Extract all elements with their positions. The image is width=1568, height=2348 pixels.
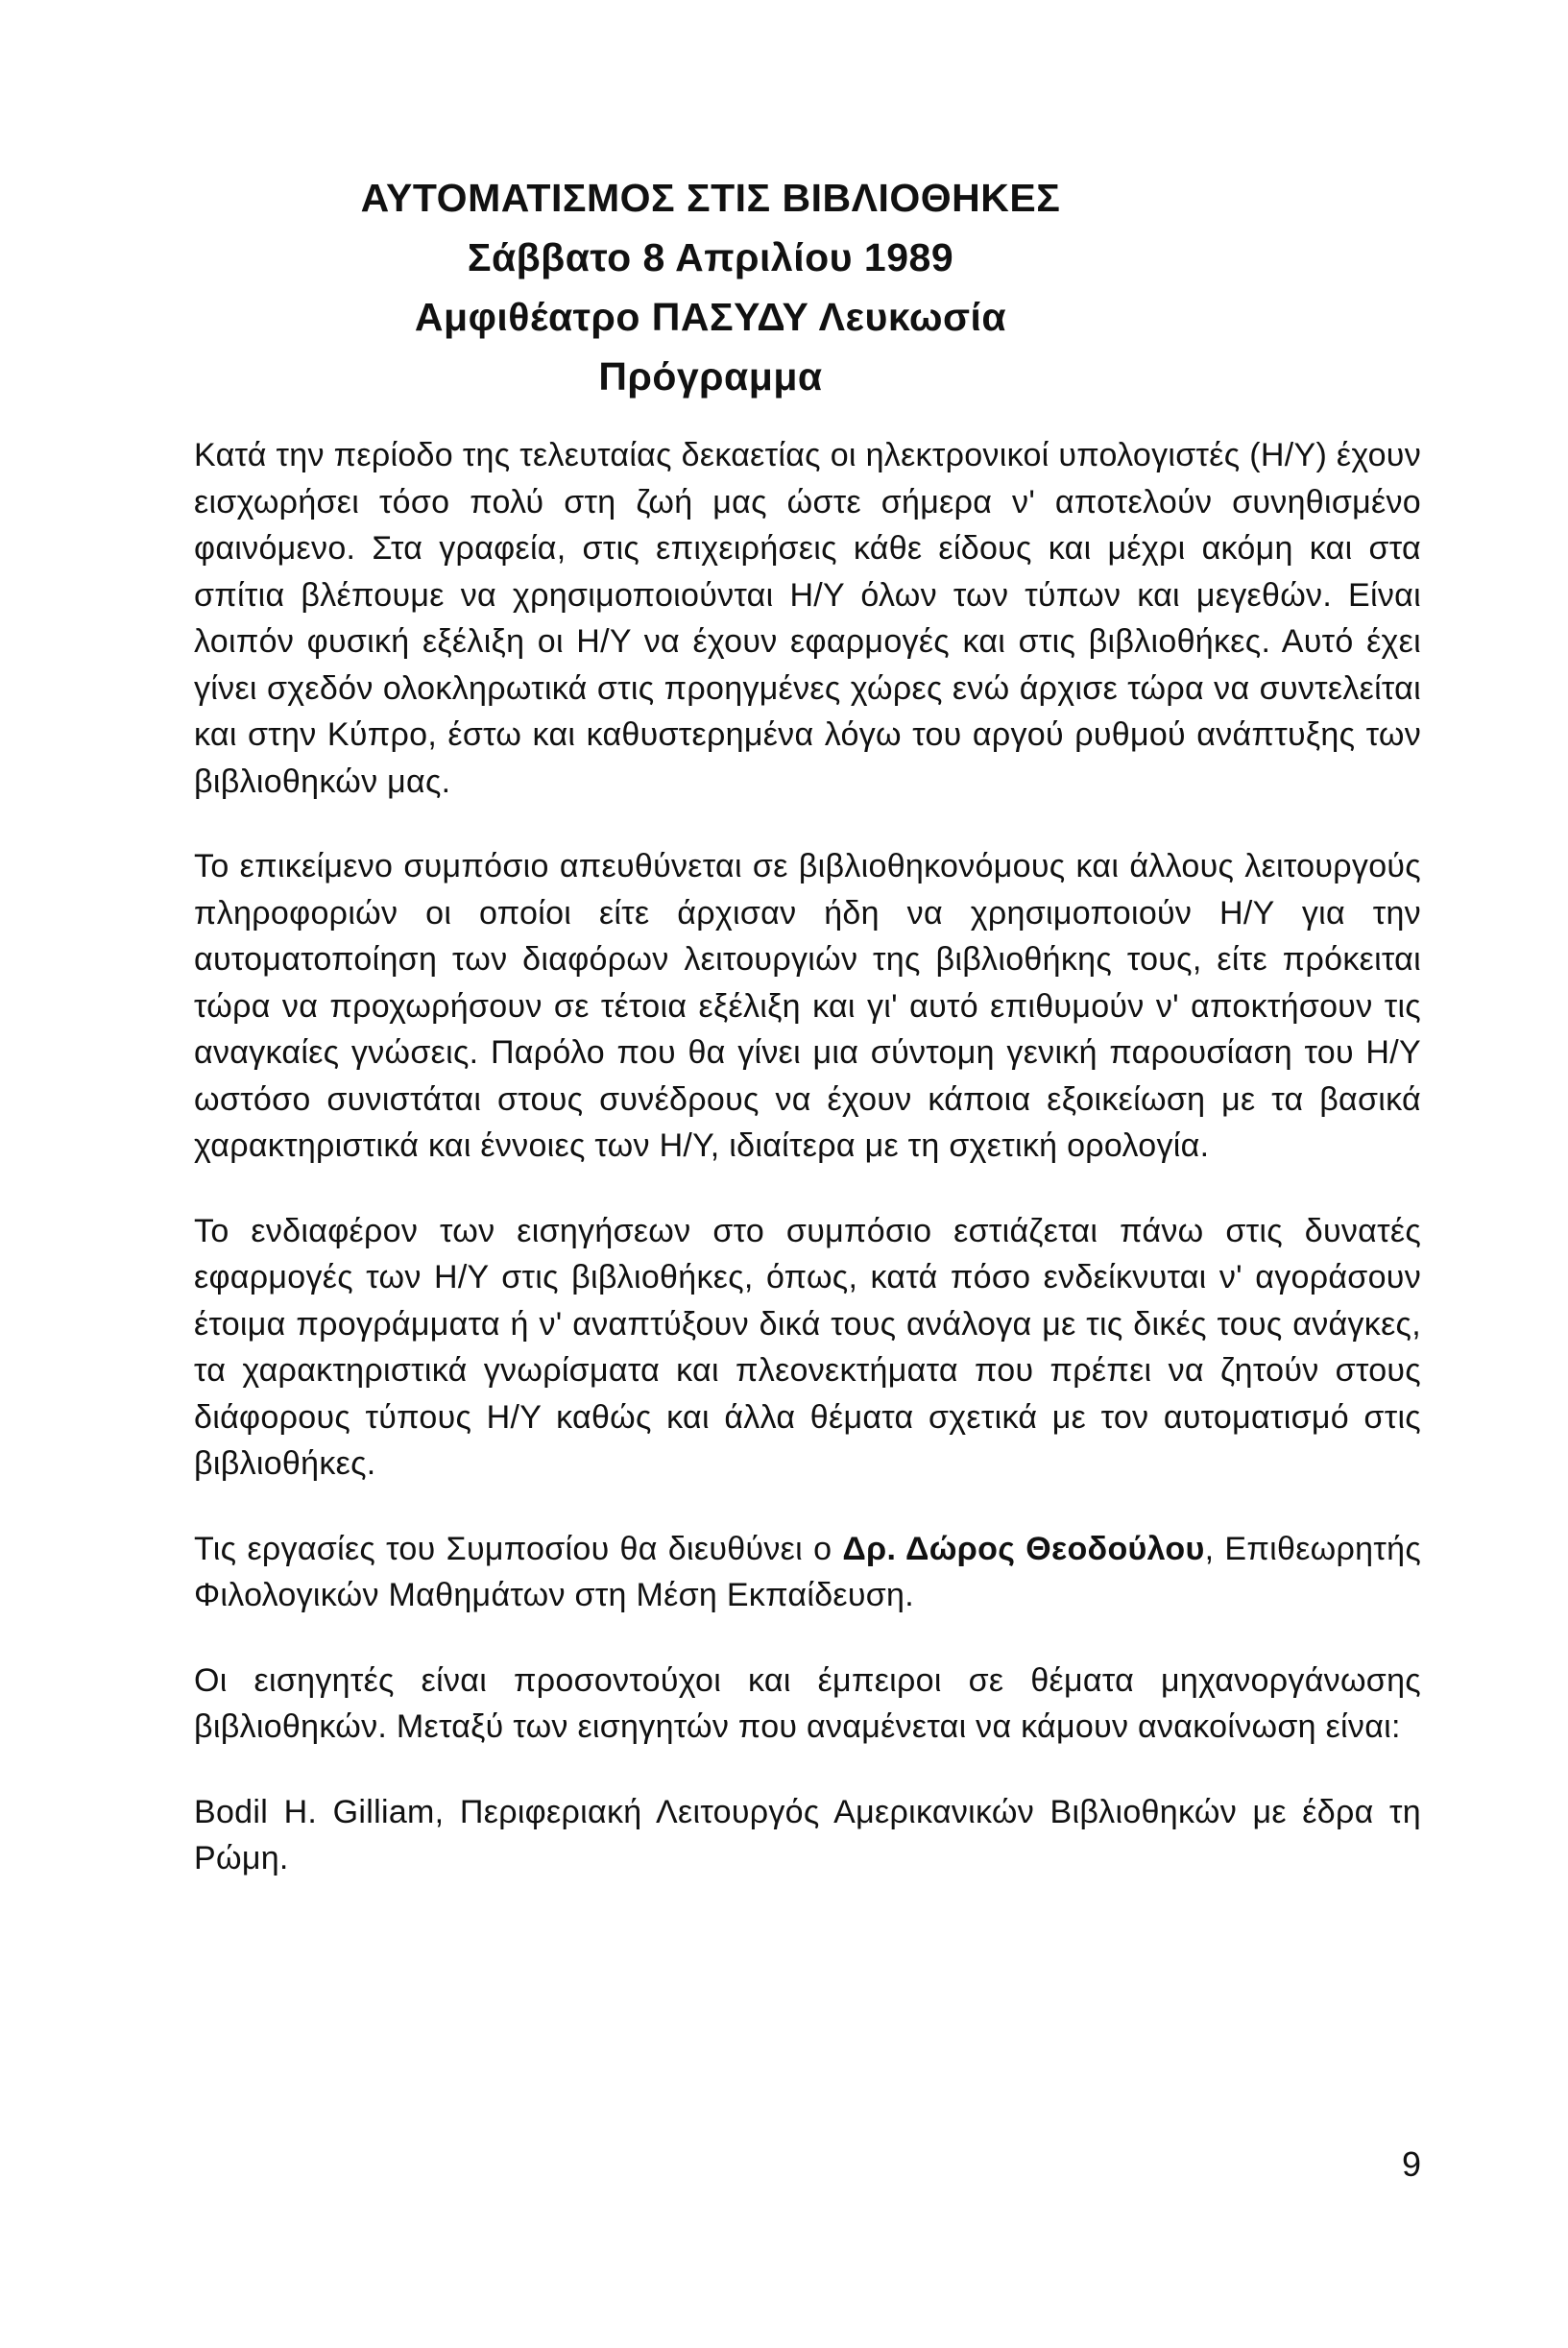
director-title-text: , Επιθεωρητής Φιλολογικών Μαθημάτων στη Μέση Εκπαίδευση. [194, 1530, 1422, 1613]
paragraph-director [194, 1526, 1421, 1619]
director-intro-text: Τις εργασίες του Συμποσίου θα διευθύνει ο [194, 1530, 843, 1567]
event-venue: Αμφιθέατρο ΠΑΣΥΔΥ Λευκωσία [414, 295, 1007, 339]
program-heading: Πρόγραμμα [598, 354, 823, 399]
document-body [194, 432, 1421, 1921]
document-title: ΑΥΤΟΜΑΤΙΣΜΟΣ ΣΤΙΣ ΒΙΒΛΙΟΘΗΚΕΣ [360, 176, 1061, 220]
paragraph-intro: Κατά την περίοδο της τελευταίας δεκαετίας οι ηλεκτρονικοί υπολογιστές (Η/Υ) έχουν εισχωρήσει τόσο πολύ στη ζωή μας ώστε σήμερα ν' αποτελούν συνηθισμένο φαινόμενο. Στα γραφεία, στις επιχειρήσεις κάθε είδους και μέχρι ακόμη και στα σπίτια βλέπουμε να χρησιμοποιούνται Η/Υ όλων των τύπων και μεγεθών. Είναι λοιπόν φυσική εξέλιξη οι Η/Υ να έχουν εφαρμογές και στις βιβλιοθήκες. Αυτό έχει γίνει σχεδόν ολοκληρωτικά στις προηγμένες χώρες ενώ άρχισε τώρα να συντελείται και στην Κύπρο, έστω και καθυστερημένα λόγω του αργού ρυθμού ανάπτυξης των βιβλιοθηκών μας. [194, 437, 1421, 800]
director-name: Δρ. Δώρος Θεοδούλου [842, 1530, 1205, 1567]
paragraph-audience: Το επικείμενο συμπόσιο απευθύνεται σε βιβλιοθηκονόμους και άλλους λειτουργούς πληροφοριών οι οποίοι είτε άρχισαν ήδη να χρησιμοποιούν Η/Υ για την αυτοματοποίηση των διαφόρων λειτουργιών της βιβλιοθήκης τους, είτε πρόκειται τώρα να προχωρήσουν σε τέτοια εξέλιξη και γι' αυτό επιθυμούν ν' αποκτήσουν τις αναγκαίες γνώσεις. Παρόλο που θα γίνει μια σύντομη γενική παρουσίαση του Η/Υ ωστόσο συνιστάται στους συνέδρους να έχουν κάποια εξοικείωση με τα βασικά χαρακτηριστικά και έννοιες των Η/Υ, ιδιαίτερα με τη σχετική ορολογία. [194, 848, 1421, 1164]
speaker-entry: Bodil H. Gilliam, Περιφεριακή Λειτουργός Αμερικανικών Βιβλιοθηκών με έδρα τη Ρώμη. [194, 1793, 1421, 1876]
document-header [163, 173, 1258, 411]
paragraph-focus: Το ενδιαφέρον των εισηγήσεων στο συμπόσιο εστιάζεται πάνω στις δυνατές εφαρμογές των Η/Υ στις βιβλιοθήκες, όπως, κατά πόσο ενδείκνυται ν' αγοράσουν έτοιμα προγράμματα ή ν' αναπτύξουν δικά τους ανάλογα με τις δικές τους ανάγκες, τα χαρακτηριστικά γνωρίσματα και πλεονεκτήματα που πρέπει να ζητούν στους διάφορους τύπους Η/Υ καθώς και άλλα θέματα σχετικά με τον αυτοματισμό στις βιβλιοθήκες. [194, 1212, 1421, 1482]
event-date: Σάββατο 8 Απριλίου 1989 [467, 235, 954, 279]
paragraph-speakers: Οι εισηγητές είναι προσοντούχοι και έμπειροι σε θέματα μηχανοργάνωσης βιβλιοθηκών. Μεταξύ των εισηγητών που αναμένεται να κάμουν ανακοίνωση είναι: [194, 1661, 1421, 1745]
page-number: 9 [1401, 2144, 1421, 2184]
